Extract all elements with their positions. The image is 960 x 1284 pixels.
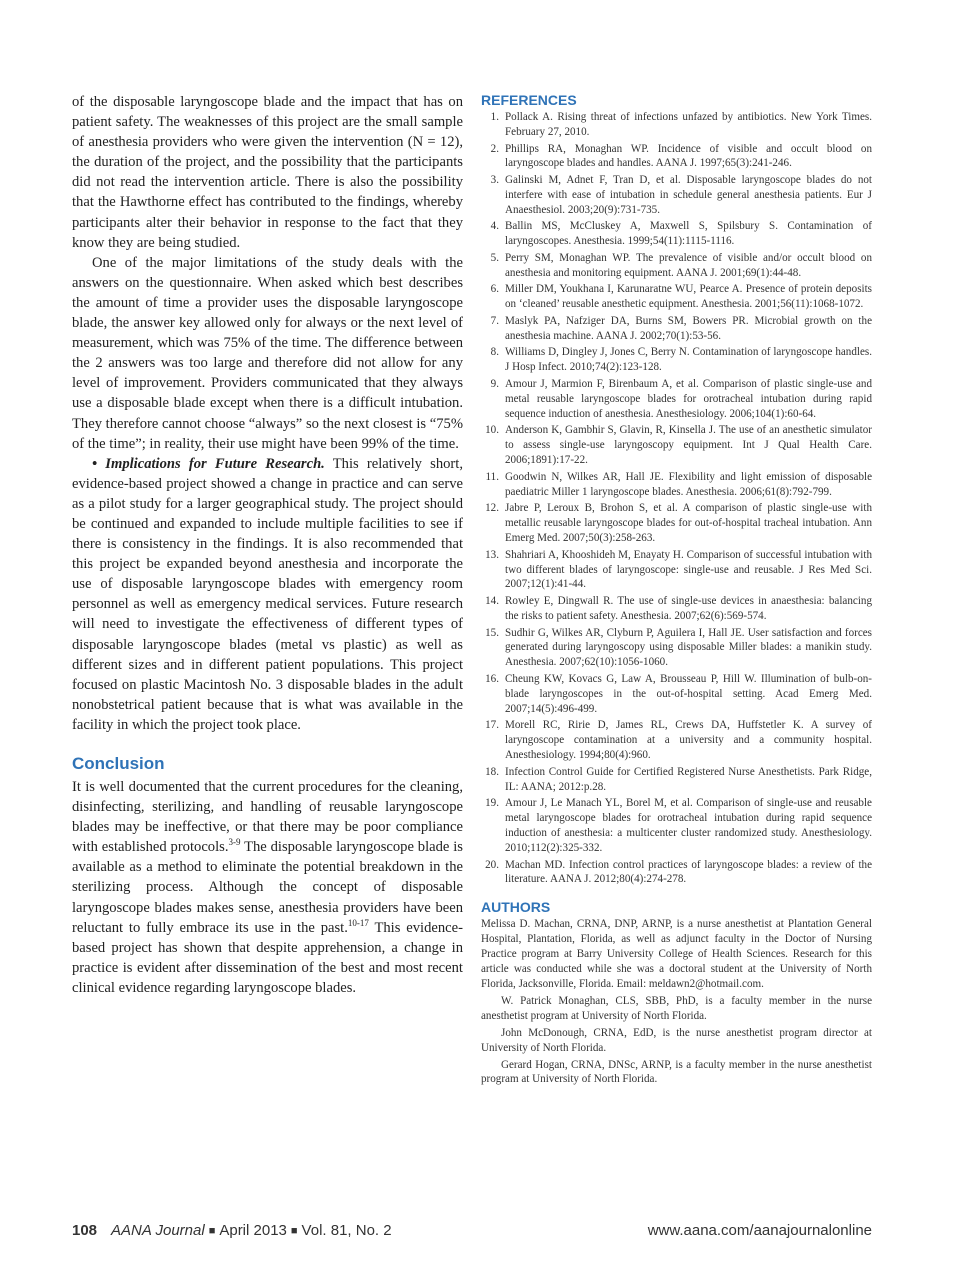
references-heading: REFERENCES — [481, 92, 577, 108]
reference-number: 10. — [485, 424, 499, 437]
reference-text: Rowley E, Dingwall R. The use of single-use devices in anaesthesia: balancing the risks to patient safety. Anesthesia. 2007;62(6):569-574. — [505, 595, 872, 622]
paragraph-text: The disposable laryngoscope blade is available as a method to eliminate the potential breakdown in the sterilizing process. Although the concept of disposable laryngoscope blades makes sense, anesthesia providers have been reluctant to fully embrace its use in the past. — [72, 839, 463, 936]
reference-number: 15. — [485, 626, 499, 639]
reference-item — [481, 423, 872, 468]
page-footer — [72, 1222, 872, 1242]
reference-item — [481, 672, 872, 717]
reference-number: 18. — [485, 765, 499, 778]
reference-text: Perry SM, Monaghan WP. The prevalence of visible and/or occult blood on anesthesia and monitoring equipment. AANA J. 2001;69(1):44-48. — [505, 251, 872, 279]
reference-number: 2. — [490, 142, 499, 155]
subsection-lead-in: • Implications for Future Research. — [92, 455, 325, 472]
reference-text: Amour J, Le Manach YL, Borel M, et al. Comparison of single-use and reusable metal laryngoscope blades for orotracheal intubation during rapid sequence induction of anesthesia: a multicenter cluster randomized study. Anesthesiology. 2010;112(2):325-332. — [505, 797, 872, 854]
reference-text: Ballin MS, McCluskey A, Maxwell S, Spilsbury S. Contamination of laryngoscopes. Anesthesia. 1999;54(11):1115-1116. — [505, 220, 872, 248]
reference-item — [481, 858, 872, 888]
reference-item — [481, 594, 872, 624]
reference-item — [481, 345, 872, 375]
reference-text: Phillips RA, Monaghan WP. Incidence of visible and occult blood on laryngoscope blades and handles. AANA J. 1997;65(3):241-246. — [505, 142, 872, 170]
reference-item — [481, 282, 872, 312]
body-paragraph — [72, 454, 463, 735]
reference-text: Cheung KW, Kovacs G, Law A, Brousseau P, Hill W. Illumination of bulb-on-blade laryngoscopes in the out-of-hospital setting. Acad Emerg Med. 2007;14(5):496-499. — [505, 672, 872, 715]
reference-text: Pollack A. Rising threat of infections unfazed by antibiotics. New York Times. February 27, 2010. — [505, 111, 872, 138]
reference-item — [481, 110, 872, 140]
author-bio: Melissa D. Machan, CRNA, DNP, ARNP, is a nurse anesthetist at Plantation General Hospital, Plantation, Florida, as well as adjunct faculty in the Doctor of Nursing Practice program at Barry University College of Health Sciences. Research for this article was conducted while she was a doctoral student at the University of North Florida, Jacksonville, Florida. Email: meldawn2@hotmail.com. — [481, 918, 872, 990]
reference-text: Anderson K, Gambhir S, Glavin, R, Kinsella J. The use of an anesthetic simulator to assess single-use laryngoscopy equipment. Int J Qual Health Care. 2006;1891):17-22. — [505, 424, 872, 467]
reference-number: 14. — [485, 595, 499, 608]
reference-text: Sudhir G, Wilkes AR, Clyburn P, Aguilera I, Hall JE. User satisfaction and forces generated during laryngoscopy using disposable Miller blades: a manikin study. Anesthesia. 2007;62(10):1056-1060. — [505, 626, 872, 669]
authors-section — [481, 917, 872, 1087]
reference-item — [481, 251, 872, 281]
authors-heading: AUTHORS — [481, 899, 551, 916]
author-bio: John McDonough, CRNA, EdD, is the nurse anesthetist program director at University of North Florida. — [481, 1026, 872, 1054]
reference-item — [481, 501, 872, 546]
references-list — [481, 110, 872, 887]
conclusion-paragraph — [72, 777, 463, 998]
reference-text: Infection Control Guide for Certified Registered Nurse Anesthetists. Park Ridge, IL: AANA; 2012:p.28. — [505, 765, 872, 793]
reference-item — [481, 796, 872, 856]
separator-icon: ■ — [290, 1225, 298, 1237]
paragraph-text: This relatively short, evidence-based project showed a change in practice and can serve as a pilot study for a larger geographical study. The project should be continued and expanded to include multiple facilities to see if there is consistency in the findings. It is also recommended that this project be expanded beyond anesthesia and incorporate the use of disposable laryngoscope blades with emergency room personnel as well as emergency medical services. Future research will need to investigate the effectiveness of different types of disposable laryngoscope blades (metal vs plastic) as well as different sizes and in different patient populations. This project focused on plastic Macintosh No. 3 disposable blades in the adult nonobstetrical patient because that is what was available in the facility in which the project took place. — [72, 455, 463, 733]
reference-number: 5. — [490, 251, 499, 264]
reference-number: 7. — [490, 314, 499, 327]
reference-item — [481, 377, 872, 422]
reference-number: 8. — [490, 346, 499, 359]
journal-name: AANA Journal — [111, 1222, 205, 1239]
reference-text: Williams D, Dingley J, Jones C, Berry N. Contamination of laryngoscope handles. J Hosp Infect. 2010;74(2):123-128. — [505, 346, 872, 374]
reference-number: 9. — [490, 377, 499, 390]
paragraph-text: It is well documented that the current procedures for the cleaning, disinfecting, sterilizing, and handling of reusable laryngoscope blades may be ineffective, or that there may be poor compliance with established protocols. — [72, 779, 463, 856]
reference-number: 19. — [485, 797, 499, 810]
reference-number: 12. — [485, 502, 499, 515]
reference-item — [481, 470, 872, 500]
citation-superscript: 10-17 — [347, 917, 369, 928]
author-bio: W. Patrick Monaghan, CLS, SBB, PhD, is a faculty member in the nurse anesthetist program at University of North Florida. — [481, 994, 872, 1022]
author-bio: Gerard Hogan, CRNA, DNSc, ARNP, is a faculty member in the nurse anesthetist program at University of North Florida. — [481, 1058, 872, 1086]
paragraph-text: This evidence-based project has shown that despite apprehension, a change in practice is evident after dissemination of the best and most recent clinical evidence regarding laryngoscope blades. — [72, 919, 463, 996]
reference-number: 17. — [485, 719, 499, 732]
right-column — [481, 92, 872, 1089]
reference-item — [481, 219, 872, 249]
reference-number: 3. — [490, 174, 499, 186]
body-paragraph: One of the major limitations of the study deals with the answers on the questionnaire. When asked which best describes the amount of time a provider uses the disposable laryngoscope blade, the answer key allowed only for always or the next level of measurement, which was 75% of the time. The difference between the 2 answers was too large and therefore did not allow for any level of improvement. Providers communicated that they always use a disposable blade except when there is a difficult intubation. They therefore cannot choose “always” so the next closest is “75% of the time”; in reality, their use might have been 99% of the time. — [72, 254, 463, 452]
reference-number: 20. — [485, 858, 499, 871]
reference-number: 16. — [485, 672, 499, 685]
reference-item — [481, 142, 872, 172]
reference-text: Miller DM, Youkhana I, Karunaratne WU, Pearce A. Presence of protein deposits on ‘cleaned’ reusable anesthetic equipment. Anesthesia. 2001;56(11):1068-1072. — [505, 283, 872, 311]
reference-text: Morell RC, Ririe D, James RL, Crews DA, Huffstetler K. A survey of laryngoscope contamination at a university and a community hospital. Anesthesiology. 1994;80(4):960. — [505, 719, 872, 762]
reference-text: Amour J, Marmion F, Birenbaum A, et al. Comparison of plastic single-use and metal reusable laryngoscope blades for orotracheal intubation during rapid sequence induction of anesthesia. Anesthesiology. 2006;104(1):60-64. — [505, 377, 872, 420]
journal-url: www.aana.com/aanajournalonline — [647, 1222, 872, 1239]
separator-icon: ■ — [208, 1225, 216, 1237]
body-paragraph: of the disposable laryngoscope blade and the impact that has on patient safety. The weaknesses of this project are the small sample of anesthesia providers who were given the intervention (N = 12), the duration of the project, and the possibility that the participants did not read the intervention article. There is also the possibility that the Hawthorne effect has contributed to the findings, whereby participants alter their behavior in response to the fact that they know they are being studied. — [72, 94, 463, 251]
citation-superscript: 3-9 — [228, 837, 241, 848]
reference-text: Shahriari A, Khooshideh M, Enayaty H. Comparison of successful intubation with two different blades of laryngoscope: single-use and reusable. J Res Med Sci. 2007;12(1):41-44. — [505, 548, 872, 591]
reference-item — [481, 626, 872, 671]
reference-text: Galinski M, Adnet F, Tran D, et al. Disposable laryngoscope blades do not interfere with ease of intubation in schedule general anesthesia patients. Eur J Anaesthesiol. 2003;20(9):731-735. — [505, 174, 872, 216]
conclusion-heading: Conclusion — [72, 754, 165, 773]
reference-text: Machan MD. Infection control practices of laryngoscope blades: a review of the literature. AANA J. 2012;80(4):274-278. — [505, 858, 872, 886]
issue-date: April 2013 — [219, 1222, 287, 1239]
reference-item — [481, 765, 872, 795]
reference-text: Goodwin N, Wilkes AR, Hall JE. Flexibility and light emission of disposable paediatric Miller 1 laryngoscope blades. Anesthesia. 2006;61(8):792-799. — [505, 470, 872, 498]
reference-number: 6. — [490, 283, 499, 296]
reference-number: 1. — [490, 111, 499, 123]
reference-item — [481, 173, 872, 218]
reference-item — [481, 314, 872, 344]
reference-number: 13. — [485, 548, 499, 561]
reference-number: 4. — [490, 220, 499, 233]
volume-number: Vol. 81, No. 2 — [301, 1222, 392, 1239]
reference-text: Jabre P, Leroux B, Brohon S, et al. A comparison of plastic single-use with metallic reusable laryngoscope blades for out-of-hospital tracheal intubation. Ann Emerg Med. 2007;50(3):258-263. — [505, 502, 872, 545]
reference-item — [481, 718, 872, 763]
reference-item — [481, 548, 872, 593]
reference-text: Maslyk PA, Nafziger DA, Burns SM, Bowers PR. Microbial growth on the anesthesia machine. AANA J. 2002;70(1):53-56. — [505, 314, 872, 342]
left-column — [72, 92, 463, 998]
reference-number: 11. — [485, 470, 499, 483]
page-number: 108 — [72, 1222, 98, 1239]
